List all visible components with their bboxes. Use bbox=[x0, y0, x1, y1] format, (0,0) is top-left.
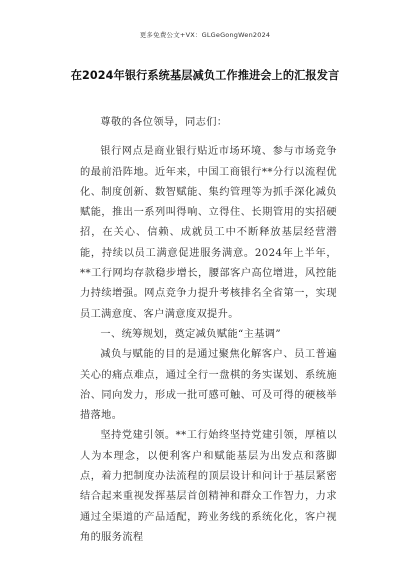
paragraph: 坚持党建引领。**工行始终坚持党建引领，厚植以人为本理念，以便利客户和赋能基层为出发点和落脚点，着力把制度办法流程的顶层设计和问计于基层紧密结合起来重视发挥基层首创精神和群众工作智力，力求通过全渠道的产品适配，跨业务线的系统化化，客户视角的服务流程 bbox=[80, 430, 337, 543]
salutation: 尊敬的各位领导，同志们： bbox=[100, 117, 228, 128]
document-title: 在2024年银行系统基层减负工作推进会上的汇报发言 bbox=[70, 69, 340, 82]
paragraph: 银行网点是商业银行贴近市场环境、参与市场竞争的最前沿阵地。近年来，中国工商银行**分行以流程优化、制度创新、数智赋能、集约管理等为抓手深化减负赋能，推出一系列叫得响、立得住、长期管用的实招硬招，在关心、信赖、成就员工中不断释放基层经营潜能，持续以员工满意促进服务满意。2024年上半年，**工行网均存款稳步增长，腰部客户高位增进，风控能力持续增强。网点竞争力提升考核排名全省第一，实现员工满意度、客户满意度双提升。 bbox=[80, 146, 337, 320]
document-body bbox=[80, 113, 337, 548]
section-heading: 一、统筹规划，奠定减负赋能“主基调” bbox=[100, 328, 282, 340]
header-note: 更多免费公文+VX：GLGeGongWen2024 bbox=[139, 31, 271, 39]
paragraph: 减负与赋能的目的是通过聚焦化解客户、员工普遍关心的痛点难点，通过全行一盘棋的务实谋划、系统施治、同向发力，形成一批可感可触、可及可得的硬核举措落地。 bbox=[80, 349, 337, 422]
